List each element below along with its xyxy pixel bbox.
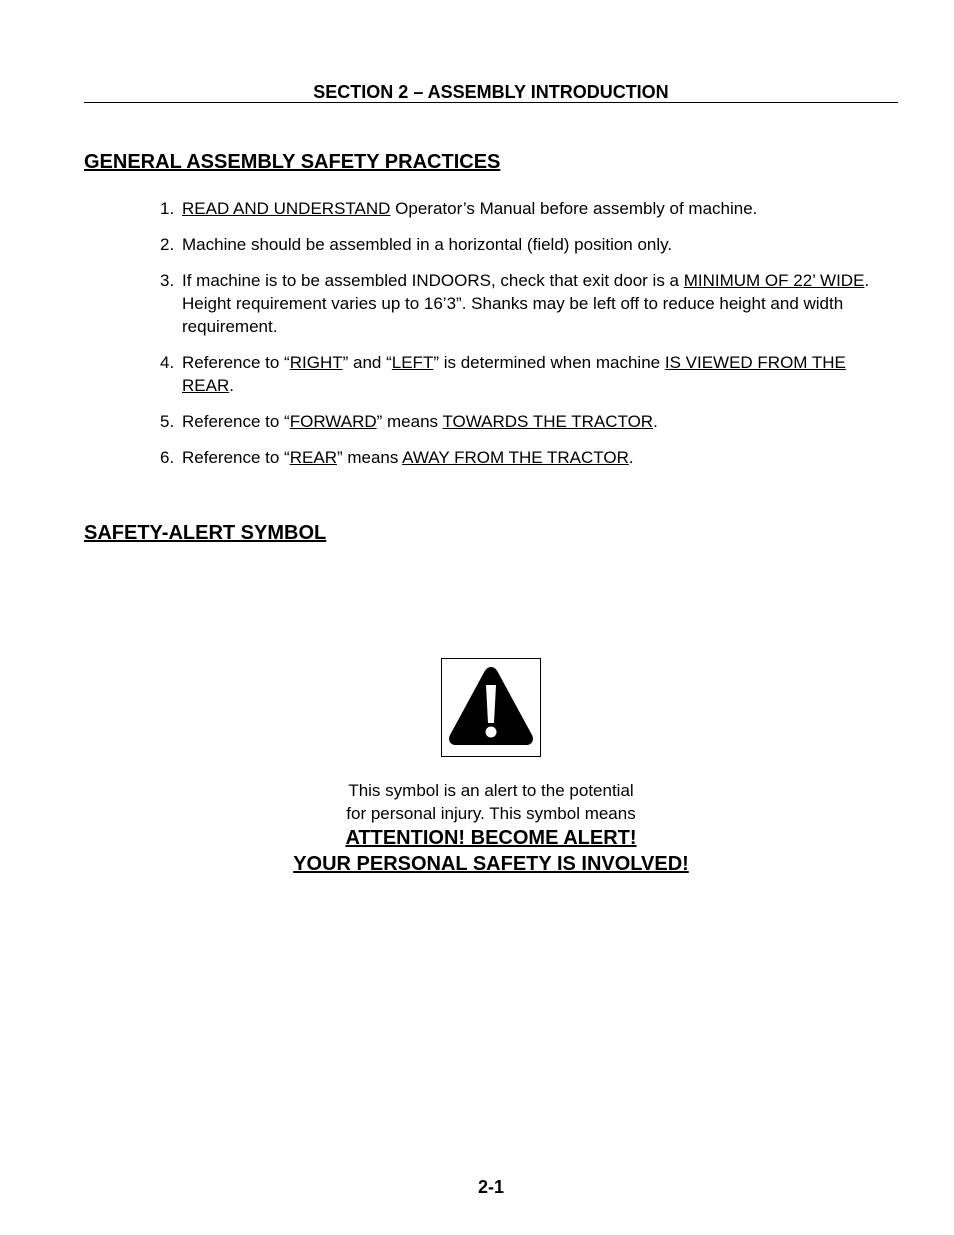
item-text-underlined: RIGHT bbox=[289, 353, 343, 372]
item-text-underlined: MINIMUM OF 22’ WIDE bbox=[683, 271, 865, 290]
item-text: Reference to “ bbox=[182, 412, 290, 431]
item-number: 5. bbox=[160, 412, 175, 431]
item-text-underlined: READ AND UNDERSTAND bbox=[182, 199, 391, 218]
page-number: 2-1 bbox=[477, 1177, 504, 1197]
safety-alert-symbol-box bbox=[441, 658, 541, 757]
safety-alert-heading: SAFETY-ALERT SYMBOL bbox=[84, 522, 327, 544]
item-text-underlined: FORWARD bbox=[289, 412, 377, 431]
item-number: 4. bbox=[160, 353, 175, 372]
alert-message-line-2: YOUR PERSONAL SAFETY IS INVOLVED! bbox=[293, 853, 689, 875]
item-text: . bbox=[653, 412, 658, 431]
item-text: Operator’s Manual before assembly of machine. bbox=[390, 199, 758, 218]
item-number: 1. bbox=[160, 199, 175, 218]
list-item bbox=[160, 269, 890, 338]
item-text-underlined: TOWARDS THE TRACTOR bbox=[442, 412, 654, 431]
safety-practices-list bbox=[160, 197, 890, 482]
item-text: Machine should be assembled in a horizontal (field) position only. bbox=[182, 235, 673, 254]
item-text-underlined: REAR bbox=[289, 448, 337, 467]
item-text: Reference to “ bbox=[182, 448, 290, 467]
list-item bbox=[160, 233, 890, 256]
list-item bbox=[160, 351, 890, 397]
item-text-underlined: LEFT bbox=[391, 353, 434, 372]
item-text-underlined: AWAY FROM THE TRACTOR bbox=[402, 448, 629, 467]
item-text: If machine is to be assembled INDOORS, check that exit door is a bbox=[182, 271, 684, 290]
item-number: 6. bbox=[160, 448, 175, 467]
item-text: . bbox=[628, 448, 634, 467]
list-item bbox=[160, 410, 890, 433]
item-text: . Height requirement varies up to 16’3”. Shanks may be left off to reduce height and width requirement. bbox=[182, 271, 870, 336]
general-assembly-heading: GENERAL ASSEMBLY SAFETY PRACTICES bbox=[84, 151, 501, 173]
symbol-caption-line-1: This symbol is an alert to the potential bbox=[348, 781, 634, 800]
item-text: Reference to “ bbox=[182, 353, 290, 372]
warning-triangle-icon bbox=[442, 659, 540, 756]
item-number: 2. bbox=[160, 235, 175, 254]
list-item bbox=[160, 197, 890, 220]
item-number: 3. bbox=[160, 271, 175, 290]
header-divider bbox=[84, 102, 898, 103]
item-text: ” and “ bbox=[342, 353, 392, 372]
item-text: . bbox=[229, 376, 234, 395]
item-text-underlined: IS VIEWED FROM THE REAR bbox=[182, 353, 846, 395]
item-text: ” is determined when machine bbox=[433, 353, 665, 372]
symbol-caption-line-2: for personal injury. This symbol means bbox=[346, 804, 636, 823]
item-text: ” means bbox=[336, 448, 403, 467]
section-header: SECTION 2 – ASSEMBLY INTRODUCTION bbox=[313, 82, 669, 102]
item-text: ” means bbox=[376, 412, 443, 431]
list-item bbox=[160, 446, 890, 469]
alert-message-line-1: ATTENTION! BECOME ALERT! bbox=[345, 827, 637, 849]
